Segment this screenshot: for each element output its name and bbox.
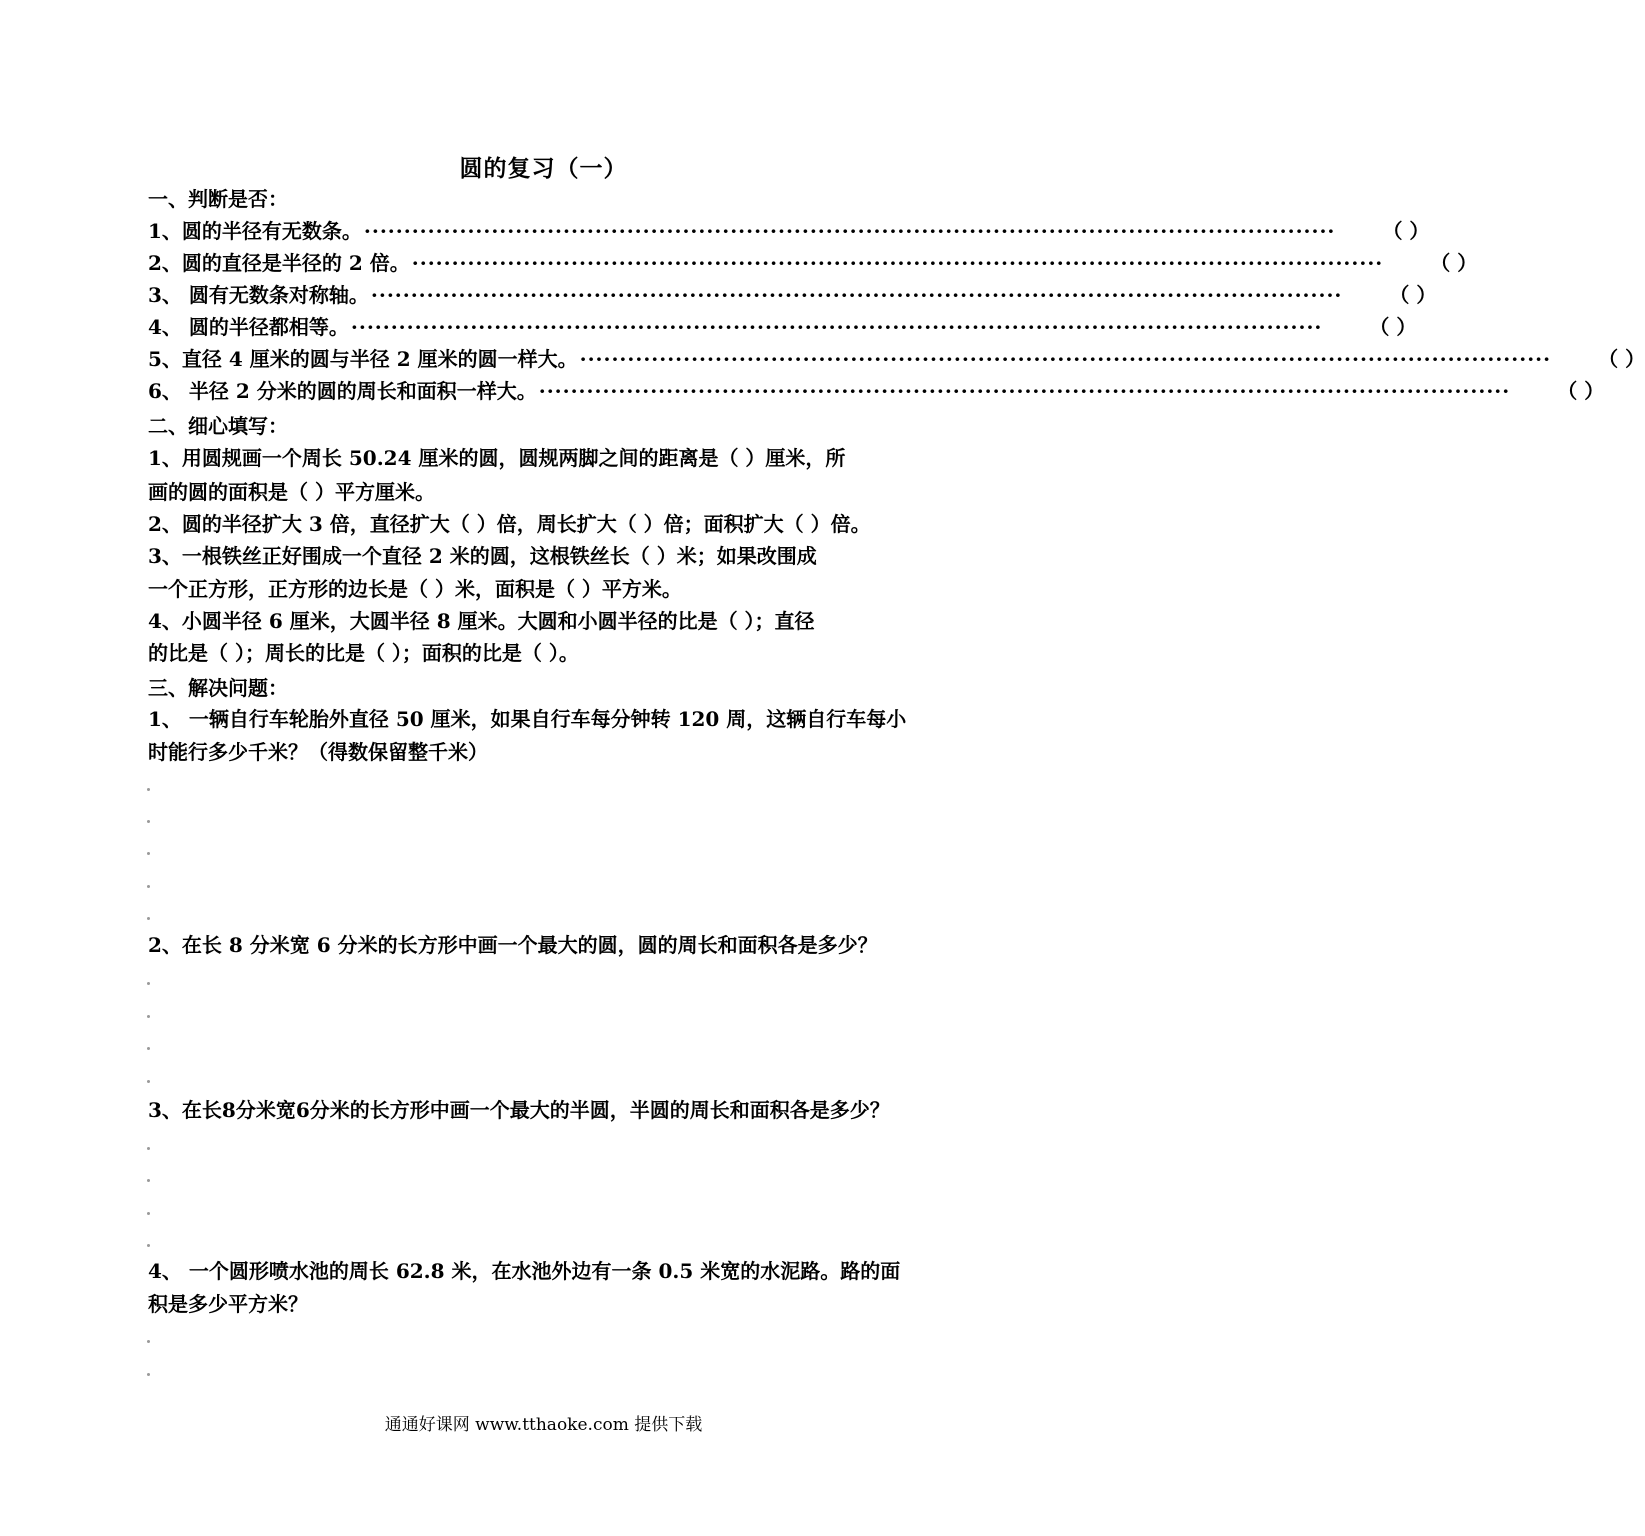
fill-line-4: 3、一根铁丝正好围成一个直径 2 米的圆，这根铁丝长（ ）米；如果改围成 (148, 544, 817, 568)
fill-line-1: 1、用圆规画一个周长 50.24 厘米的圆，圆规两脚之间的距离是（ ）厘米，所 (148, 446, 846, 470)
leader-dots: ·························································································································· (363, 219, 1336, 243)
empty-line-marker (147, 1080, 150, 1083)
section3-heading: 三、解决问题： (148, 676, 288, 700)
answer-blank: （ ） (1598, 347, 1645, 371)
empty-line-marker (147, 917, 150, 920)
problem-2: 2、在长 8 分米宽 6 分米的长方形中画一个最大的圆，圆的周长和面积各是多少？ (148, 933, 878, 957)
judge-item-2 (148, 247, 1478, 279)
answer-blank: （ ） (1430, 251, 1478, 275)
empty-line-marker (147, 852, 150, 855)
judge-item-label: 6、 半径 2 分米的圆的周长和面积一样大。 (148, 379, 537, 403)
problem-3: 3、在长8分米宽6分米的长方形中画一个最大的半圆，半圆的周长和面积各是多少？ (148, 1098, 890, 1122)
leader-dots: ·························································································································· (411, 251, 1384, 275)
leader-dots: ·························································································································· (538, 379, 1511, 403)
judge-item-label: 3、 圆有无数条对称轴。 (148, 283, 369, 307)
fill-line-6: 4、小圆半径 6 厘米，大圆半径 8 厘米。大圆和小圆半径的比是（ ）；直径 (148, 609, 815, 633)
answer-blank: （ ） (1557, 379, 1605, 403)
empty-line-marker (147, 1047, 150, 1050)
answer-blank: （ ） (1369, 315, 1417, 339)
leader-dots: ·························································································································· (579, 347, 1552, 371)
empty-line-marker (147, 1147, 150, 1150)
judge-item-label: 2、圆的直径是半径的 2 倍。 (148, 251, 410, 275)
problem-4-line-1: 4、 一个圆形喷水池的周长 62.8 米，在水池外边有一条 0.5 米宽的水泥路。路的面 (148, 1259, 901, 1283)
problem-1-line-2: 时能行多少千米？（得数保留整千米） (148, 740, 488, 764)
judge-item-4 (148, 311, 1417, 343)
judge-item-3 (148, 279, 1437, 311)
empty-line-marker (147, 1179, 150, 1182)
answer-blank: （ ） (1389, 283, 1437, 307)
leader-dots: ·························································································································· (350, 315, 1323, 339)
empty-line-marker (147, 820, 150, 823)
empty-line-marker (147, 1244, 150, 1247)
fill-line-3: 2、圆的半径扩大 3 倍，直径扩大（ ）倍，周长扩大（ ）倍；面积扩大（ ）倍。 (148, 512, 871, 536)
judge-item-6 (148, 375, 1605, 407)
empty-line-marker (147, 1212, 150, 1215)
footer-credit: 通通好课网 www.tthaoke.com 提供下载 (384, 1415, 703, 1435)
problem-1-line-1: 1、 一辆自行车轮胎外直径 50 厘米，如果自行车每分钟转 120 周，这辆自行车每小 (148, 707, 907, 731)
leader-dots: ·························································································································· (370, 283, 1343, 307)
judge-item-label: 5、直径 4 厘米的圆与半径 2 厘米的圆一样大。 (148, 347, 578, 371)
empty-line-marker (147, 1340, 150, 1343)
judge-item-5 (148, 343, 1645, 375)
empty-line-marker (147, 1015, 150, 1018)
judge-item-1 (148, 215, 1430, 247)
fill-line-7: 的比是（ ）；周长的比是（ ）；面积的比是（ ）。 (148, 641, 579, 665)
empty-line-marker (147, 885, 150, 888)
page-title: 圆的复习（一） (459, 155, 628, 182)
section1-heading: 一、判断是否： (148, 187, 288, 211)
empty-line-marker (147, 982, 150, 985)
judge-item-label: 1、圆的半径有无数条。 (148, 219, 362, 243)
section2-heading: 二、细心填写： (148, 414, 288, 438)
empty-line-marker (147, 1373, 150, 1376)
judge-item-label: 4、 圆的半径都相等。 (148, 315, 349, 339)
fill-line-5: 一个正方形，正方形的边长是（ ）米，面积是（ ）平方米。 (148, 577, 682, 601)
problem-4-line-2: 积是多少平方米？ (148, 1292, 308, 1316)
fill-line-2: 画的圆的面积是（ ）平方厘米。 (148, 480, 435, 504)
answer-blank: （ ） (1382, 219, 1430, 243)
empty-line-marker (147, 788, 150, 791)
